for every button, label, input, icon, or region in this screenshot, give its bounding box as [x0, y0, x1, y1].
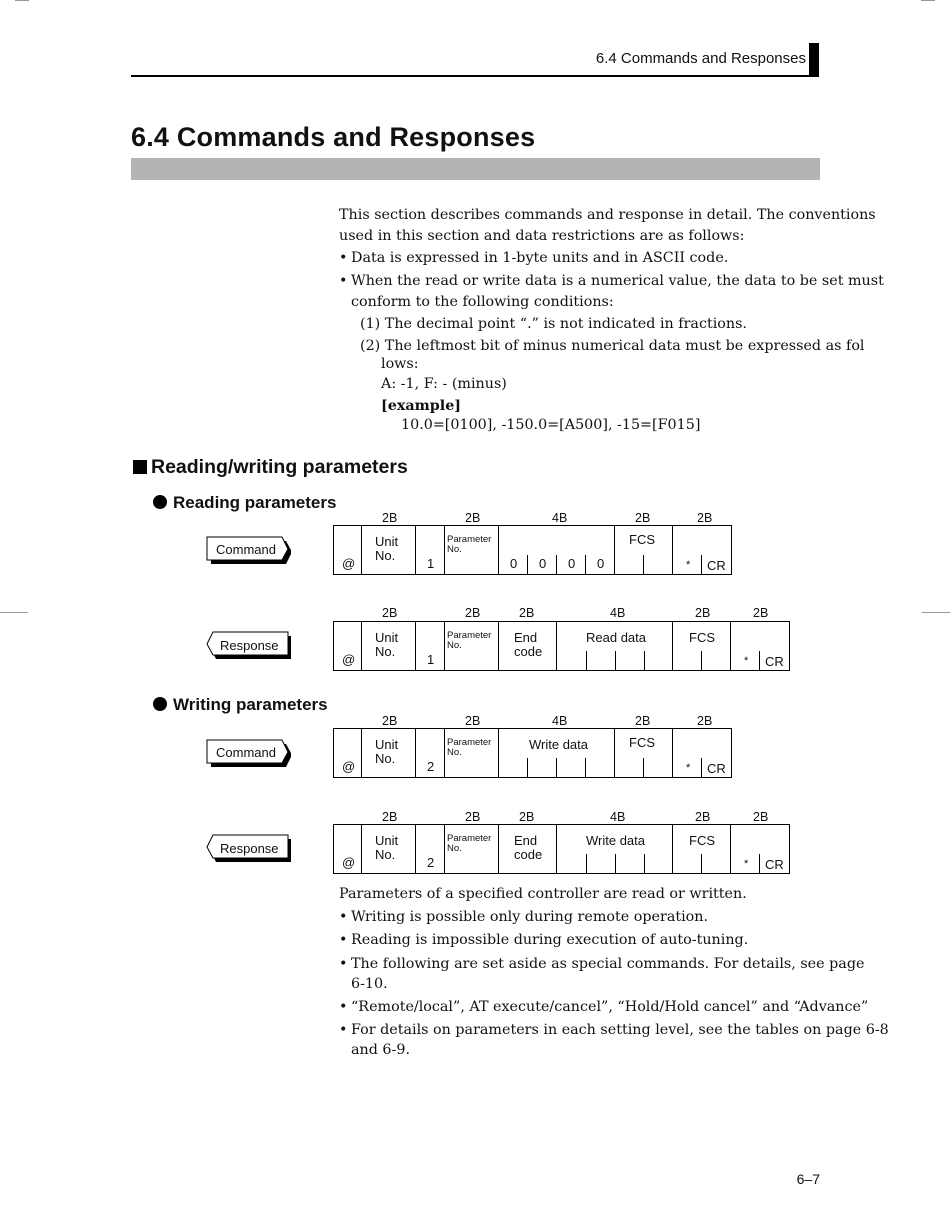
example-text: 10.0=[0100], -150.0=[A500], -15=[F015]: [401, 417, 701, 433]
intro-bullet: When the read or write data is a numerical value, the data to be set must: [351, 273, 884, 289]
condition: A: -1, F: - (minus): [381, 376, 507, 392]
at-char: @: [342, 556, 356, 571]
page-title: 6.4 Commands and Responses: [131, 122, 536, 152]
bullet-mark: •: [339, 1022, 348, 1038]
note-bullet: Reading is impossible during execution of auto-tuning.: [351, 932, 749, 948]
end-code-cell: End code: [498, 622, 557, 670]
intro-line: used in this section and data restrictions are as follows:: [339, 228, 745, 244]
size-label: 2B: [519, 810, 535, 824]
crop-mark: [15, 0, 29, 1]
size-label: 2B: [382, 511, 398, 525]
size-label: 4B: [552, 511, 568, 525]
subheading-reading: Reading parameters: [153, 493, 336, 513]
write-data-cell: Write data: [498, 729, 615, 777]
subheading-writing: Writing parameters: [153, 695, 328, 715]
circle-bullet-icon: [153, 495, 167, 509]
note-bullet: The following are set aside as special commands. For details, see page: [351, 956, 865, 972]
condition: lows:: [381, 356, 419, 372]
header-tab-bar: [809, 43, 819, 77]
header-rule: [131, 75, 819, 77]
size-label: 2B: [695, 606, 711, 620]
crop-mark: [922, 612, 950, 613]
read-response-frame: @ Unit No. 1 Parameter No. End code Read data FCS * CR: [333, 621, 790, 671]
size-label: 2B: [695, 810, 711, 824]
unit-no-cell: Unit No.: [361, 622, 416, 670]
square-bullet-icon: [133, 460, 147, 474]
intro-bullet: Data is expressed in 1-byte units and in ASCII code.: [351, 250, 729, 266]
running-header: 6.4 Commands and Responses: [595, 50, 806, 67]
zeros-cell: 0 0 0 0: [498, 526, 615, 574]
size-label: 2B: [382, 714, 398, 728]
write-response-frame: @ Unit No. 2 Parameter No. End code Write data FCS * CR: [333, 824, 790, 874]
terminator-cell: * CR: [672, 526, 731, 574]
intro-bullet: conform to the following conditions:: [351, 294, 614, 310]
size-label: 4B: [610, 606, 626, 620]
size-label: 2B: [382, 606, 398, 620]
circle-bullet-icon: [153, 697, 167, 711]
example-label: [example]: [381, 398, 462, 414]
param-no-cell: Parameter No.: [444, 622, 499, 670]
end-code-cell: End code: [498, 825, 557, 873]
section-heading: Reading/writing parameters: [133, 456, 408, 479]
size-label: 2B: [465, 606, 481, 620]
fcs-cell: FCS: [672, 622, 731, 670]
bullet-mark: •: [339, 909, 348, 925]
bullet-mark: •: [339, 250, 348, 266]
unit-no-cell: Unit No.: [361, 729, 416, 777]
size-label: 2B: [465, 511, 481, 525]
intro-line: This section describes commands and response in detail. The conventions: [339, 207, 876, 223]
digit-cell: 2: [415, 825, 445, 873]
crop-mark: [921, 0, 935, 1]
response-label: Response: [220, 841, 279, 856]
note-bullet: For details on parameters in each setting level, see the tables on page 6-8: [351, 1022, 889, 1038]
fcs-cell: FCS: [614, 729, 673, 777]
fcs-cell: FCS: [614, 526, 673, 574]
terminator-cell: * CR: [730, 825, 789, 873]
param-no-cell: Parameter No.: [444, 729, 499, 777]
note-bullet: 6-10.: [351, 976, 388, 992]
condition: (1) The decimal point “.” is not indicated in fractions.: [360, 316, 747, 332]
crop-mark: [0, 612, 28, 613]
command-label: Command: [216, 745, 276, 760]
digit-cell: 2: [415, 729, 445, 777]
size-label: 2B: [697, 511, 713, 525]
note-bullet: and 6-9.: [351, 1042, 410, 1058]
response-label: Response: [220, 638, 279, 653]
unit-no-cell: Unit No.: [361, 526, 416, 574]
param-no-cell: Parameter No.: [444, 825, 499, 873]
size-label: 2B: [519, 606, 535, 620]
size-label: 4B: [610, 810, 626, 824]
size-label: 2B: [753, 810, 769, 824]
bullet-mark: •: [339, 956, 348, 972]
unit-no-cell: Unit No.: [361, 825, 416, 873]
size-label: 2B: [697, 714, 713, 728]
size-label: 2B: [465, 810, 481, 824]
read-command-frame: [333, 525, 732, 575]
terminator-cell: * CR: [672, 729, 731, 777]
title-band: [131, 158, 820, 180]
size-label: 2B: [635, 714, 651, 728]
param-no-cell: Parameter No.: [444, 526, 499, 574]
command-label: Command: [216, 542, 276, 557]
size-label: 2B: [382, 810, 398, 824]
note-bullet: Writing is possible only during remote operation.: [351, 909, 709, 925]
size-label: 2B: [465, 714, 481, 728]
bullet-mark: •: [339, 999, 348, 1015]
write-command-frame: @ Unit No. 2 Parameter No. Write data FCS * CR: [333, 728, 732, 778]
digit-cell: 1: [415, 526, 445, 574]
digit-cell: 1: [415, 622, 445, 670]
size-label: 4B: [552, 714, 568, 728]
terminator-cell: * CR: [730, 622, 789, 670]
fcs-cell: FCS: [672, 825, 731, 873]
write-data-cell: Write data: [556, 825, 673, 873]
size-label: 2B: [635, 511, 651, 525]
page-number: 6–7: [796, 1171, 820, 1187]
condition: (2) The leftmost bit of minus numerical data must be expressed as fol: [360, 338, 865, 354]
bullet-mark: •: [339, 273, 348, 289]
size-label: 2B: [753, 606, 769, 620]
note-bullet: “Remote/local”, AT execute/cancel”, “Hold/Hold cancel” and “Advance”: [351, 999, 869, 1015]
read-data-cell: Read data: [556, 622, 673, 670]
notes-lead: Parameters of a specified controller are read or written.: [339, 886, 747, 902]
bullet-mark: •: [339, 932, 348, 948]
